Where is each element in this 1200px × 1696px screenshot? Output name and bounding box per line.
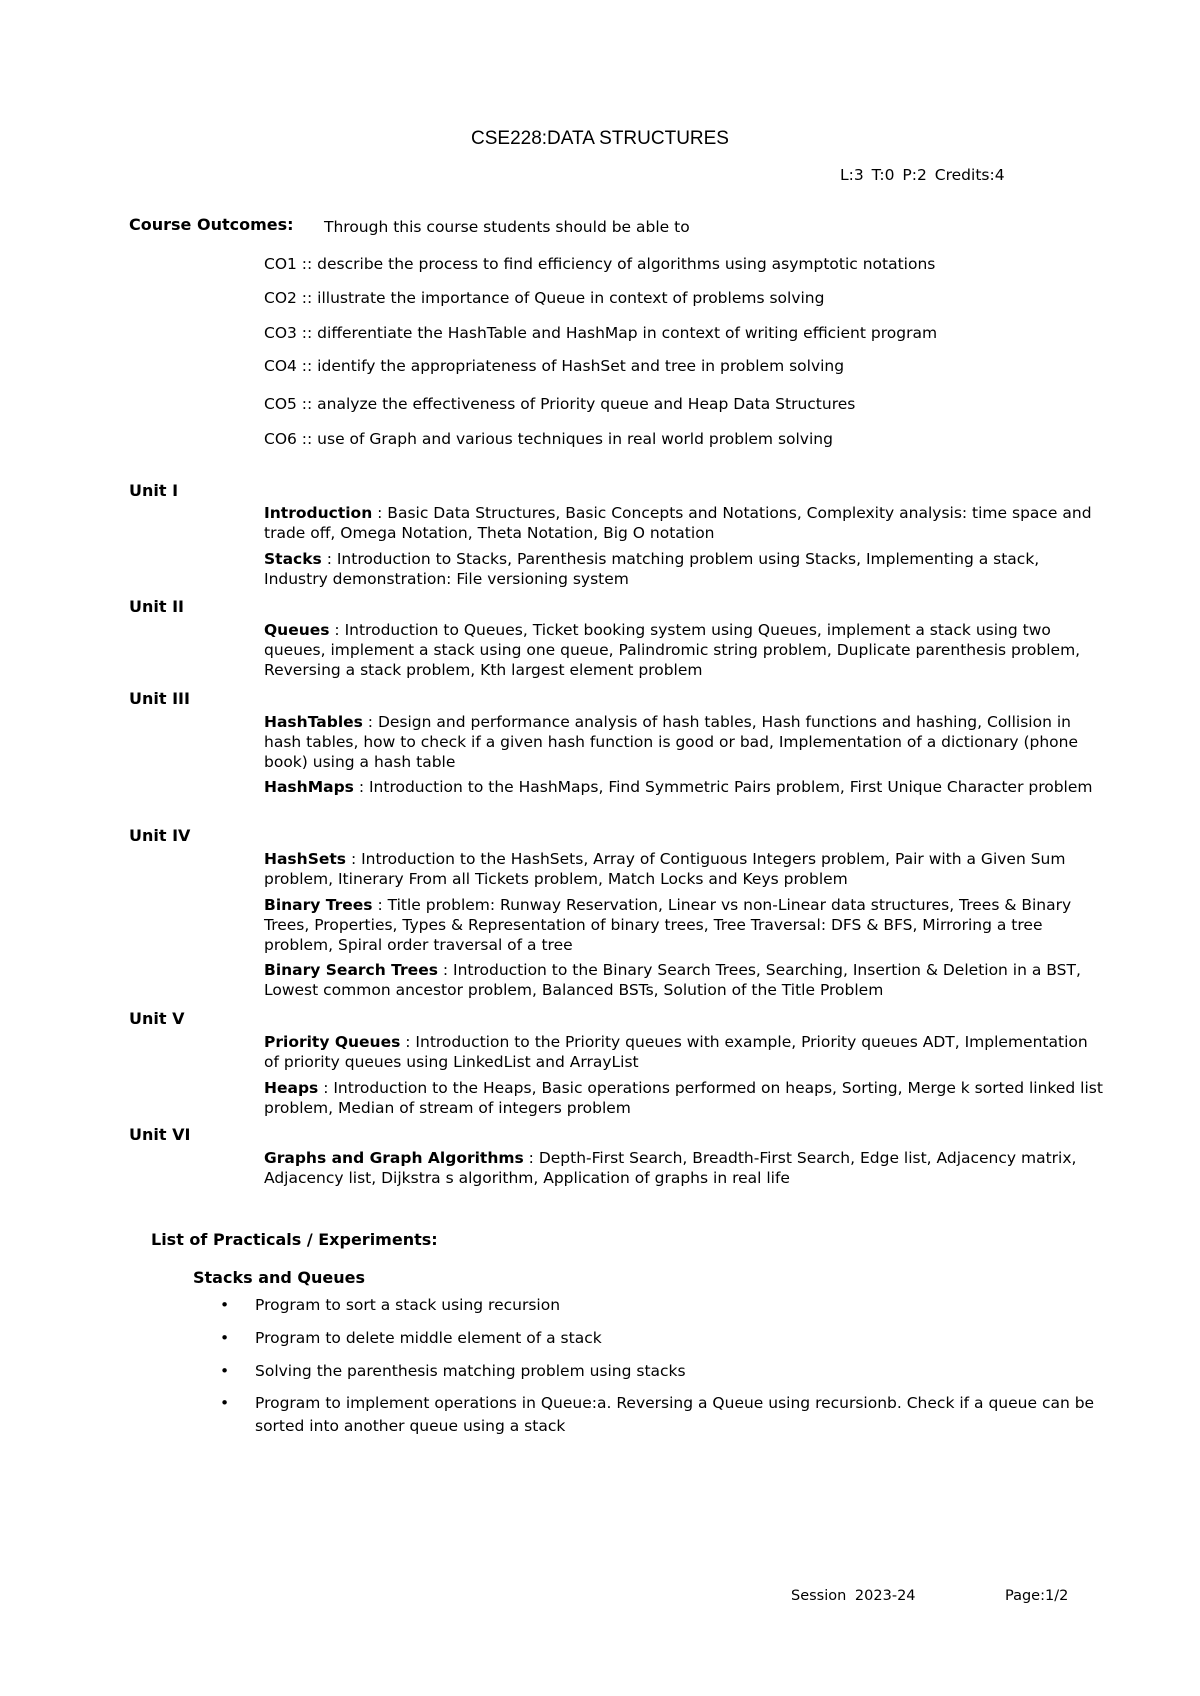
unit-topic <box>264 1078 1104 1118</box>
credits-line: L:3 T:0 P:2 Credits:4 <box>840 166 1005 184</box>
course-outcome-item: CO6 :: use of Graph and various techniques in real world problem solving <box>264 430 833 448</box>
topic-text: : Introduction to the Priority queues with example, Priority queues ADT, Implementation of priority queues using LinkedList and ArrayList <box>264 1033 1088 1071</box>
topic-text: : Introduction to Stacks, Parenthesis matching problem using Stacks, Implementing a stack, Industry demonstration: File versioning system <box>264 550 1040 588</box>
practical-text: Program to delete middle element of a stack <box>255 1329 602 1347</box>
topic-text: : Introduction to the Heaps, Basic operations performed on heaps, Sorting, Merge k sorted linked list problem, Median of stream of integers problem <box>264 1079 1103 1117</box>
unit-heading: Unit I <box>129 481 179 500</box>
bullet-icon: • <box>220 1296 230 1314</box>
footer-session: Session 2023-24 <box>791 1588 916 1604</box>
topic-heading: HashMaps <box>264 778 354 796</box>
topic-text: : Depth-First Search, Breadth-First Search, Edge list, Adjacency matrix, Adjacency list, Dijkstra s algorithm, Application of graphs in real life <box>264 1149 1077 1187</box>
unit-heading: Unit V <box>129 1009 185 1028</box>
practical-item <box>216 1392 1096 1438</box>
course-outcomes-intro: Through this course students should be able to <box>324 218 690 236</box>
topic-text: : Introduction to the HashSets, Array of Contiguous Integers problem, Pair with a Given Sum problem, Itinerary From all Tickets problem, Match Locks and Keys problem <box>264 850 1066 888</box>
topic-heading: Graphs and Graph Algorithms <box>264 1149 524 1167</box>
unit-heading: Unit III <box>129 689 190 708</box>
topic-text: : Title problem: Runway Reservation, Linear vs non-Linear data structures, Trees & Binary Trees, Properties, Types & Representation of binary trees, Tree Traversal: DFS & BFS, Mirroring a tree problem, Spiral order traversal of a tree <box>264 896 1072 954</box>
practical-text: Program to implement operations in Queue:a. Reversing a Queue using recursionb. Check if a queue can be sorted into another queue using a stack <box>255 1394 1095 1435</box>
topic-heading: Stacks <box>264 550 322 568</box>
course-outcomes-label: Course Outcomes: <box>129 215 294 234</box>
topic-heading: Heaps <box>264 1079 319 1097</box>
bullet-icon: • <box>220 1362 230 1380</box>
topic-heading: HashTables <box>264 713 363 731</box>
topic-heading: Priority Queues <box>264 1033 401 1051</box>
practicals-subtitle: Stacks and Queues <box>193 1268 366 1287</box>
course-outcome-item: CO2 :: illustrate the importance of Queue in context of problems solving <box>264 289 825 307</box>
footer-page-number: Page:1/2 <box>1005 1588 1069 1604</box>
practicals-title: List of Practicals / Experiments: <box>151 1230 438 1249</box>
topic-text: : Introduction to the HashMaps, Find Symmetric Pairs problem, First Unique Character problem <box>353 778 1093 796</box>
topic-text: : Design and performance analysis of hash tables, Hash functions and hashing, Collision in hash tables, how to check if a given hash function is good or bad, Implementation of a dictionary (phone book) using a hash table <box>264 713 1079 771</box>
practical-text: Solving the parenthesis matching problem using stacks <box>255 1362 686 1380</box>
topic-text: : Introduction to Queues, Ticket booking system using Queues, implement a stack using two queues, implement a stack using one queue, Palindromic string problem, Duplicate parenthesis problem, Reversing a stack problem, Kth largest element problem <box>264 621 1081 679</box>
bullet-icon: • <box>220 1329 230 1347</box>
unit-topic <box>264 549 1104 589</box>
course-outcome-item: CO1 :: describe the process to find efficiency of algorithms using asymptotic notations <box>264 255 936 273</box>
topic-heading: Binary Search Trees <box>264 961 438 979</box>
bullet-icon: • <box>220 1394 230 1412</box>
unit-topic <box>264 503 1104 543</box>
unit-topic <box>264 849 1104 889</box>
unit-heading: Unit VI <box>129 1125 191 1144</box>
topic-heading: Binary Trees <box>264 896 373 914</box>
unit-topic <box>264 895 1104 955</box>
unit-topic <box>264 1148 1104 1188</box>
practical-item <box>216 1327 1096 1350</box>
page-title: CSE228:DATA STRUCTURES <box>471 128 729 149</box>
unit-topic <box>264 960 1104 1000</box>
topic-heading: Queues <box>264 621 330 639</box>
unit-heading: Unit IV <box>129 826 191 845</box>
practical-item <box>216 1294 1096 1317</box>
topic-heading: HashSets <box>264 850 347 868</box>
practical-text: Program to sort a stack using recursion <box>255 1296 561 1314</box>
topic-text: : Basic Data Structures, Basic Concepts and Notations, Complexity analysis: time space and trade off, Omega Notation, Theta Notation, Big O notation <box>264 504 1092 542</box>
unit-topic <box>264 620 1104 680</box>
unit-heading: Unit II <box>129 597 184 616</box>
course-outcome-item: CO4 :: identify the appropriateness of HashSet and tree in problem solving <box>264 357 845 375</box>
unit-topic <box>264 712 1104 772</box>
unit-topic <box>264 1032 1104 1072</box>
course-outcome-item: CO3 :: differentiate the HashTable and HashMap in context of writing efficient program <box>264 324 938 342</box>
topic-text: : Introduction to the Binary Search Trees, Searching, Insertion & Deletion in a BST, Lowest common ancestor problem, Balanced BSTs, Solution of the Title Problem <box>264 961 1081 999</box>
course-outcome-item: CO5 :: analyze the effectiveness of Priority queue and Heap Data Structures <box>264 395 856 413</box>
unit-topic <box>264 777 1104 797</box>
practical-item <box>216 1360 1096 1383</box>
topic-heading: Introduction <box>264 504 373 522</box>
